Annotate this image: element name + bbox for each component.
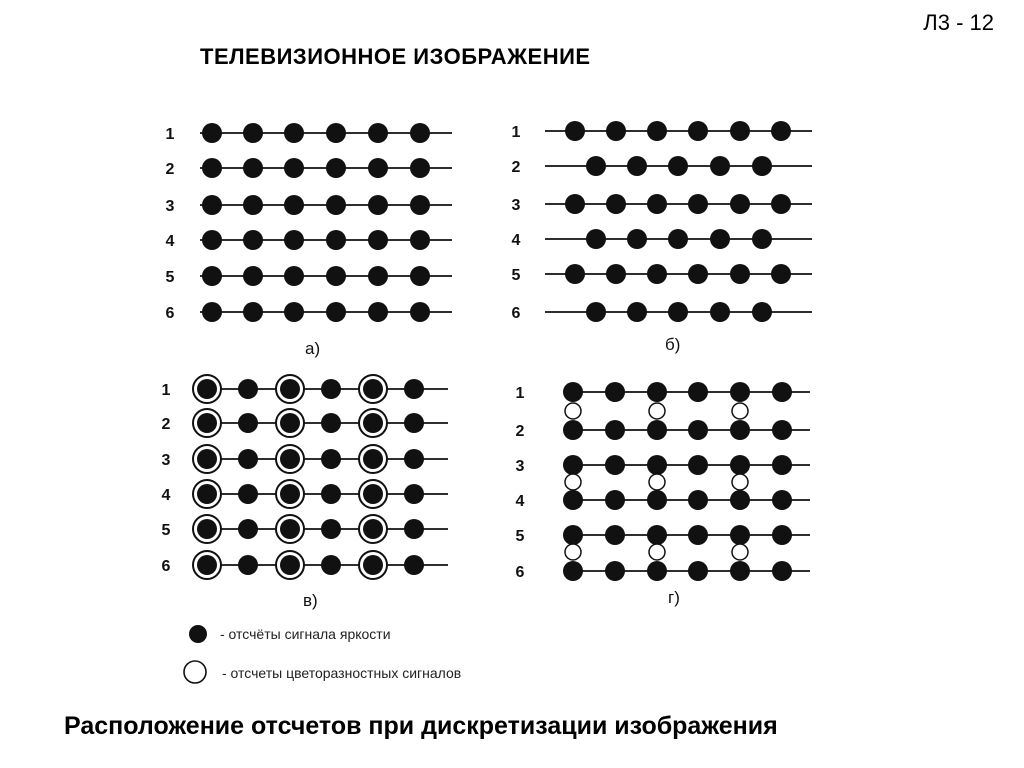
panel-4 (516, 382, 810, 607)
luma-sample (605, 382, 625, 402)
chroma-sample (732, 403, 748, 419)
luma-sample (326, 230, 346, 250)
luma-sample (202, 158, 222, 178)
row-number: 1 (515, 385, 525, 402)
panel-2 (512, 121, 812, 354)
luma-sample (730, 121, 750, 141)
luma-sample (238, 413, 258, 433)
luma-sample (197, 449, 217, 469)
luma-sample (627, 302, 647, 322)
luma-sample (647, 455, 667, 475)
luma-sample (326, 302, 346, 322)
luma-sample (238, 519, 258, 539)
row-number: 3 (511, 197, 521, 214)
luma-sample (730, 525, 750, 545)
luma-sample (647, 490, 667, 510)
luma-sample (565, 264, 585, 284)
luma-sample (363, 519, 383, 539)
luma-sample (606, 264, 626, 284)
luma-sample (326, 195, 346, 215)
luma-sample (606, 121, 626, 141)
luma-sample (368, 302, 388, 322)
slide-number: Л3 - 12 (923, 10, 994, 35)
row-number: 5 (165, 269, 175, 286)
luma-sample (772, 382, 792, 402)
row-number: 1 (161, 382, 171, 399)
luma-sample (710, 229, 730, 249)
luma-sample (280, 413, 300, 433)
luma-sample (197, 379, 217, 399)
luma-sample (238, 555, 258, 575)
luma-sample (197, 555, 217, 575)
luma-sample (688, 420, 708, 440)
luma-sample (363, 555, 383, 575)
luma-sample (752, 302, 772, 322)
luma-sample (606, 194, 626, 214)
luma-sample (368, 195, 388, 215)
luma-sample (404, 555, 424, 575)
luma-sample (586, 229, 606, 249)
panel-label: б) (665, 335, 681, 354)
chroma-sample (732, 544, 748, 560)
row-number: 2 (165, 161, 175, 178)
luma-sample (647, 121, 667, 141)
luma-sample (410, 195, 430, 215)
luma-sample (710, 302, 730, 322)
luma-sample (627, 229, 647, 249)
row-number: 2 (161, 416, 171, 433)
luma-sample (321, 519, 341, 539)
luma-sample (730, 455, 750, 475)
luma-sample (238, 484, 258, 504)
luma-sample (688, 561, 708, 581)
luma-sample (280, 449, 300, 469)
luma-sample (202, 230, 222, 250)
row-number: 6 (161, 558, 171, 575)
luma-sample (730, 420, 750, 440)
luma-sample (605, 490, 625, 510)
luma-sample (730, 490, 750, 510)
row-number: 4 (515, 493, 525, 510)
legend (184, 625, 461, 683)
luma-sample (668, 302, 688, 322)
luma-sample (730, 194, 750, 214)
luma-sample (647, 420, 667, 440)
luma-sample (563, 420, 583, 440)
luma-sample (326, 266, 346, 286)
chroma-sample (565, 403, 581, 419)
luma-sample (410, 266, 430, 286)
chroma-sample (565, 544, 581, 560)
luma-sample (280, 519, 300, 539)
luma-sample (565, 121, 585, 141)
slide-title: ТЕЛЕВИЗИОННОЕ ИЗОБРАЖЕНИЕ (200, 44, 591, 69)
luma-sample (404, 379, 424, 399)
luma-sample (280, 379, 300, 399)
luma-sample (647, 382, 667, 402)
row-number: 3 (515, 458, 525, 475)
luma-sample (326, 123, 346, 143)
luma-sample (688, 264, 708, 284)
row-number: 2 (511, 159, 521, 176)
row-number: 5 (511, 267, 521, 284)
luma-sample (363, 484, 383, 504)
luma-sample (730, 264, 750, 284)
panel-1 (166, 123, 452, 358)
luma-sample (688, 194, 708, 214)
luma-sample (280, 484, 300, 504)
luma-sample (326, 158, 346, 178)
luma-sample (563, 490, 583, 510)
panel-label: в) (303, 591, 318, 610)
luma-sample (771, 194, 791, 214)
row-number: 6 (165, 305, 175, 322)
luma-sample (284, 266, 304, 286)
luma-sample (605, 525, 625, 545)
luma-sample (730, 561, 750, 581)
luma-sample (243, 195, 263, 215)
luma-sample (197, 413, 217, 433)
row-number: 4 (161, 487, 171, 504)
luma-sample (605, 420, 625, 440)
luma-sample (243, 266, 263, 286)
luma-sample (197, 484, 217, 504)
luma-sample (752, 156, 772, 176)
luma-sample (363, 413, 383, 433)
luma-sample (772, 455, 792, 475)
luma-sample (243, 230, 263, 250)
luma-sample (363, 449, 383, 469)
luma-sample (563, 561, 583, 581)
luma-sample (586, 156, 606, 176)
luma-sample (586, 302, 606, 322)
luma-sample (688, 121, 708, 141)
luma-sample (668, 156, 688, 176)
caption: Расположение отсчетов при дискретизации изображения (64, 712, 778, 740)
luma-sample (730, 382, 750, 402)
luma-sample (688, 382, 708, 402)
luma-sample (202, 195, 222, 215)
luma-sample (368, 158, 388, 178)
luma-sample (284, 158, 304, 178)
luma-sample (605, 561, 625, 581)
luma-sample (772, 420, 792, 440)
row-number: 2 (515, 423, 525, 440)
luma-sample (321, 555, 341, 575)
row-number: 1 (165, 126, 175, 143)
luma-sample (668, 229, 688, 249)
luma-sample (410, 302, 430, 322)
luma-sample (368, 230, 388, 250)
luma-sample (647, 561, 667, 581)
legend-luma-text: - отсчёты сигнала яркости (220, 626, 391, 642)
luma-sample (627, 156, 647, 176)
row-number: 1 (511, 124, 521, 141)
luma-sample (243, 302, 263, 322)
luma-sample (772, 490, 792, 510)
row-number: 6 (511, 305, 521, 322)
luma-sample (284, 123, 304, 143)
luma-sample (563, 382, 583, 402)
luma-sample (197, 519, 217, 539)
luma-sample (321, 413, 341, 433)
luma-sample (280, 555, 300, 575)
luma-sample (410, 230, 430, 250)
luma-sample (688, 490, 708, 510)
row-number: 4 (511, 232, 521, 249)
legend-chroma-text: - отсчеты цветоразностных сигналов (222, 665, 462, 681)
row-number: 6 (515, 564, 525, 581)
row-number: 5 (161, 522, 171, 539)
luma-sample (321, 379, 341, 399)
legend-luma-dot (189, 625, 207, 643)
luma-sample (410, 158, 430, 178)
luma-sample (565, 194, 585, 214)
chroma-sample (649, 474, 665, 490)
luma-sample (688, 525, 708, 545)
row-number: 5 (515, 528, 525, 545)
luma-sample (710, 156, 730, 176)
chroma-sample (649, 403, 665, 419)
luma-sample (284, 302, 304, 322)
luma-sample (202, 123, 222, 143)
luma-sample (688, 455, 708, 475)
chroma-sample (565, 474, 581, 490)
luma-sample (772, 561, 792, 581)
panel-label: а) (305, 339, 321, 358)
luma-sample (238, 379, 258, 399)
luma-sample (404, 519, 424, 539)
luma-sample (772, 525, 792, 545)
luma-sample (243, 123, 263, 143)
luma-sample (202, 302, 222, 322)
luma-sample (647, 525, 667, 545)
luma-sample (202, 266, 222, 286)
luma-sample (771, 264, 791, 284)
luma-sample (404, 449, 424, 469)
luma-sample (563, 525, 583, 545)
luma-sample (363, 379, 383, 399)
row-number: 3 (161, 452, 171, 469)
luma-sample (404, 484, 424, 504)
chroma-sample (732, 474, 748, 490)
luma-sample (243, 158, 263, 178)
luma-sample (563, 455, 583, 475)
luma-sample (321, 449, 341, 469)
luma-sample (321, 484, 341, 504)
row-number: 4 (165, 233, 175, 250)
luma-sample (238, 449, 258, 469)
panel-label: г) (668, 588, 680, 607)
luma-sample (647, 194, 667, 214)
luma-sample (404, 413, 424, 433)
panel-3 (162, 375, 448, 610)
luma-sample (605, 455, 625, 475)
luma-sample (284, 195, 304, 215)
luma-sample (752, 229, 772, 249)
luma-sample (647, 264, 667, 284)
luma-sample (368, 266, 388, 286)
luma-sample (284, 230, 304, 250)
luma-sample (368, 123, 388, 143)
luma-sample (771, 121, 791, 141)
luma-sample (410, 123, 430, 143)
chroma-sample (649, 544, 665, 560)
row-number: 3 (165, 198, 175, 215)
legend-chroma-circle (184, 661, 206, 683)
